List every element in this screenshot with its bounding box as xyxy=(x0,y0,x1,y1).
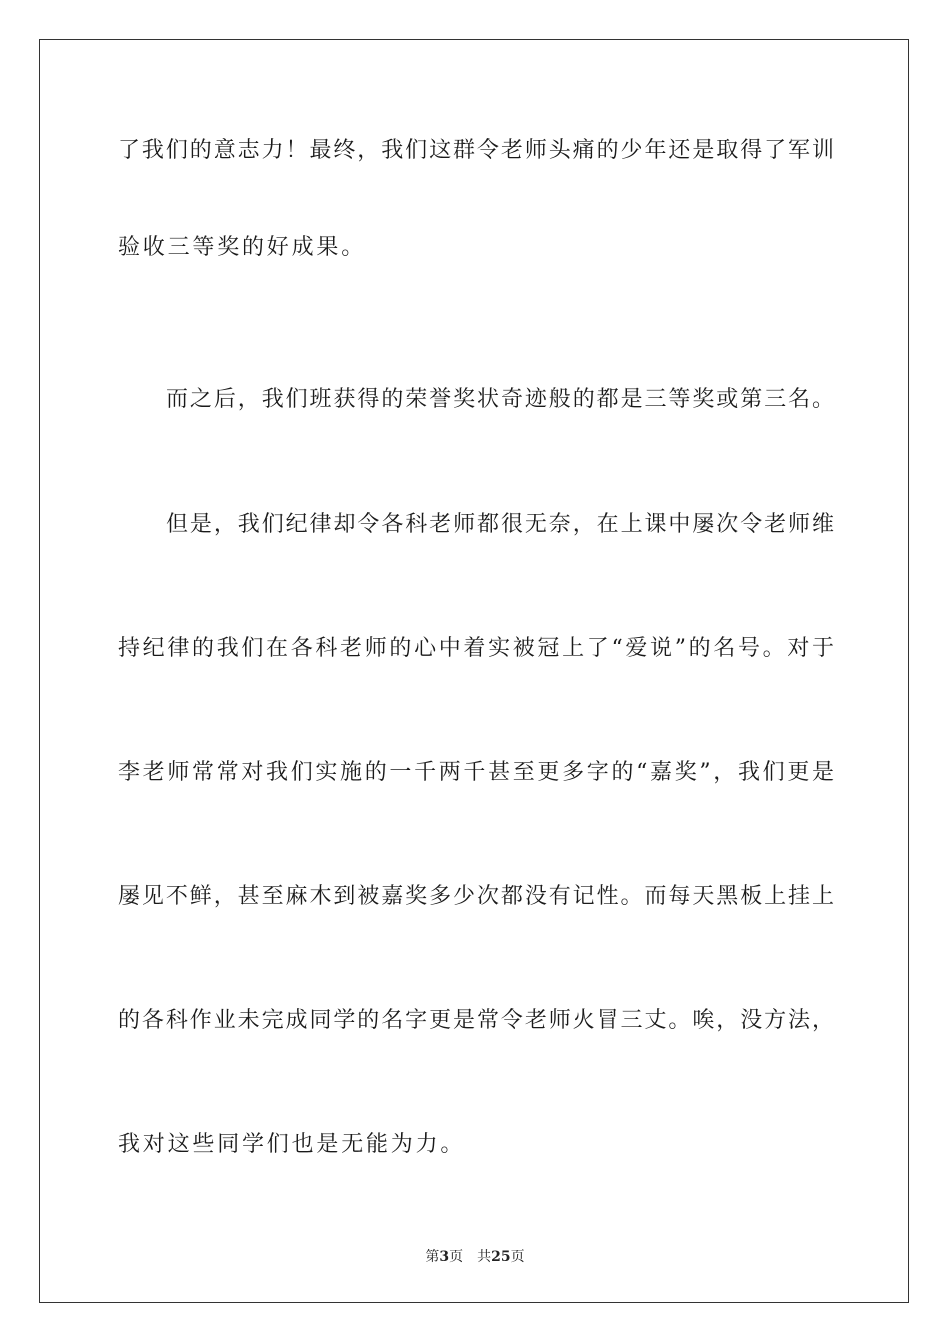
page-frame xyxy=(39,39,909,1303)
paragraph-3-line-4: 屡见不鲜，甚至麻木到被嘉奖多少次都没有记性。而每天黑板上挂上 xyxy=(118,884,834,909)
body-line-1: 了我们的意志力！最终，我们这群令老师头痛的少年还是取得了军训 xyxy=(118,138,834,163)
paragraph-2-line-1: 而之后，我们班获得的荣誉奖状奇迹般的都是三等奖或第三名。 xyxy=(166,387,834,412)
paragraph-3-line-3: 李老师常常对我们实施的一千两千甚至更多字的“嘉奖”，我们更是 xyxy=(118,760,834,785)
paragraph-3-line-1: 但是，我们纪律却令各科老师都很无奈，在上课中屡次令老师维 xyxy=(166,512,834,537)
page-number: 3 xyxy=(439,1249,450,1265)
paragraph-3-line-6: 我对这些同学们也是无能为力。 xyxy=(118,1132,466,1157)
paragraph-3-line-5: 的各科作业未完成同学的名字更是常令老师火冒三丈。唉，没方法， xyxy=(118,1008,834,1033)
total-prefix: 共 xyxy=(477,1249,492,1265)
page-suffix: 页 xyxy=(449,1249,464,1265)
body-line-2: 验收三等奖的好成果。 xyxy=(118,235,367,260)
total-suffix: 页 xyxy=(510,1249,525,1265)
total-pages: 25 xyxy=(491,1249,511,1265)
page-prefix: 第 xyxy=(425,1249,440,1265)
page-footer xyxy=(0,1247,950,1267)
paragraph-3-line-2: 持纪律的我们在各科老师的心中着实被冠上了“爱说”的名号。对于 xyxy=(118,636,834,661)
